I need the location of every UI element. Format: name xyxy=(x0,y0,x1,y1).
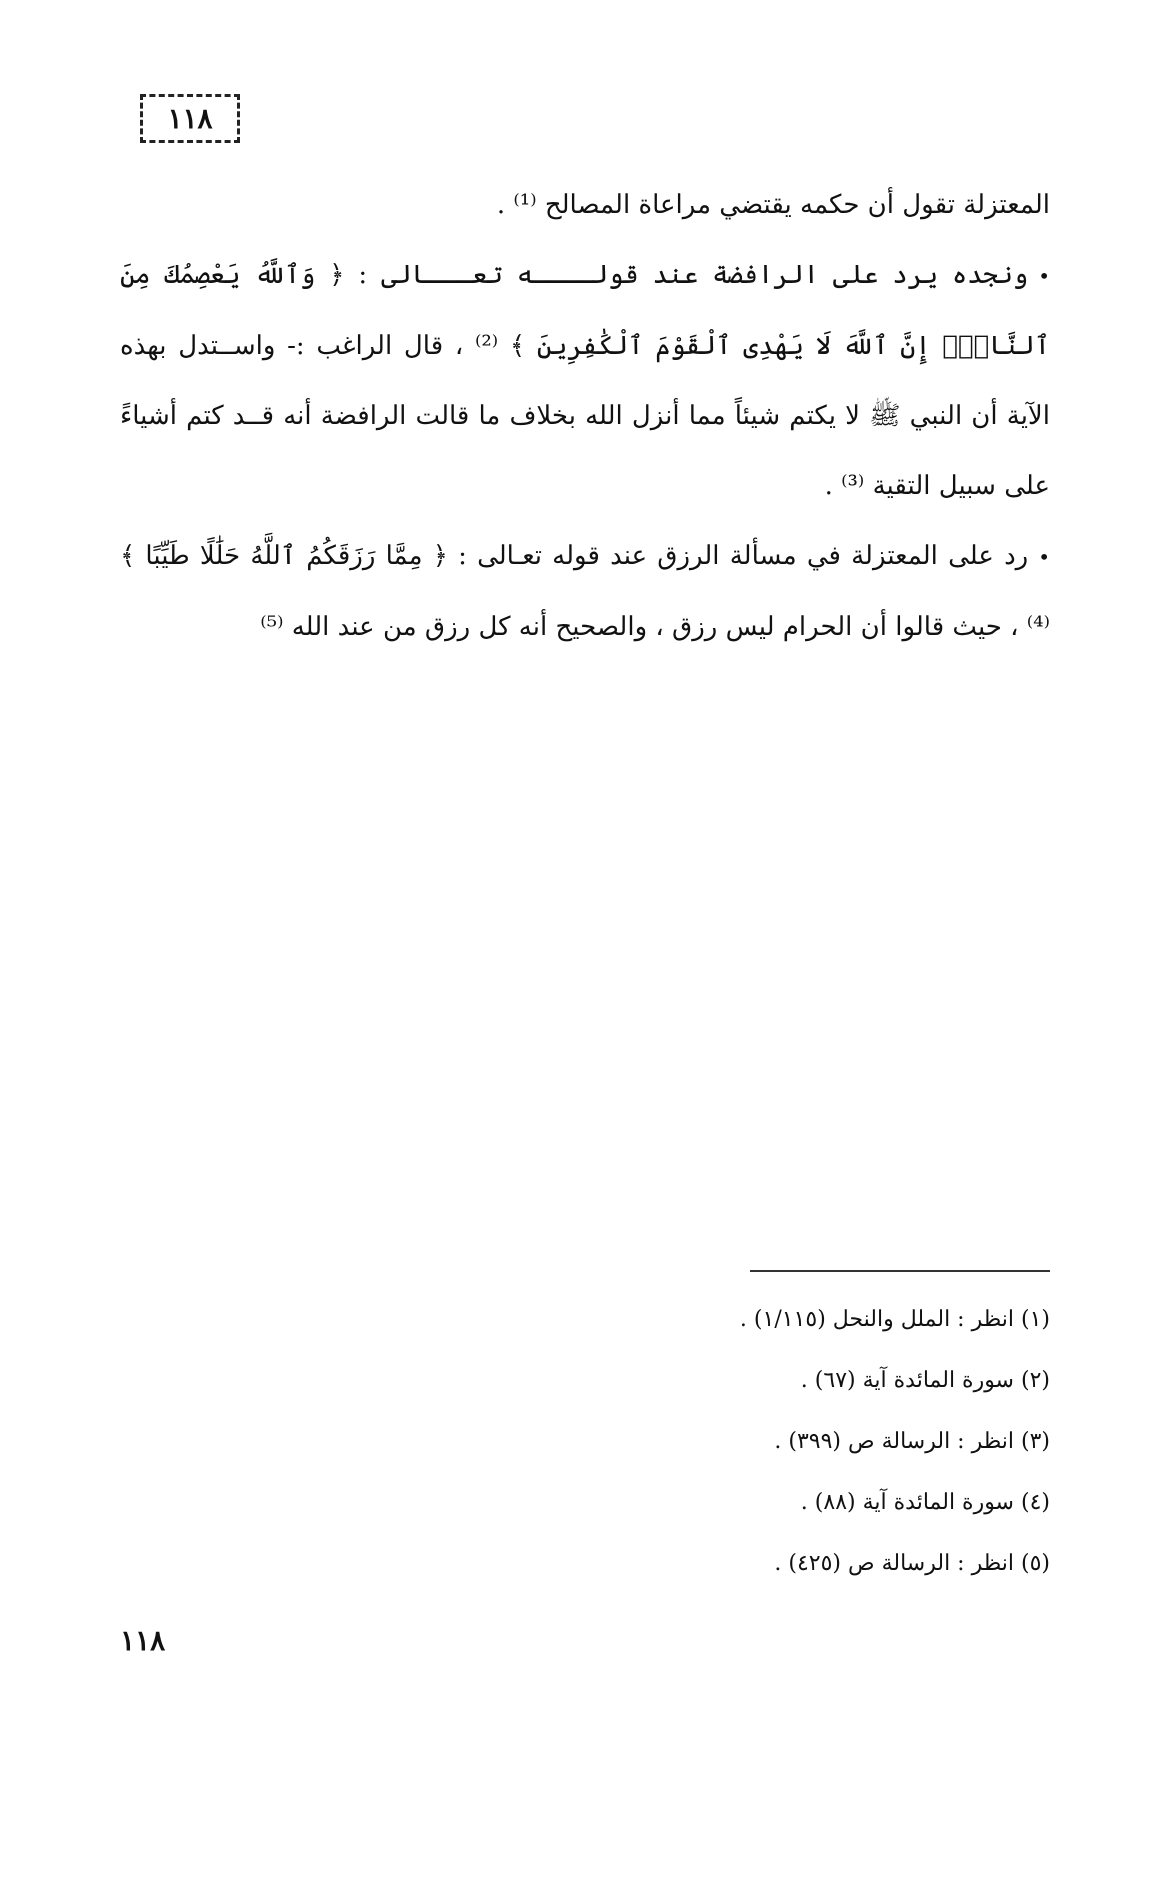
paragraph-3 xyxy=(120,521,1050,662)
footnote-2: (٢) سورة المائدة آية (٦٧) . xyxy=(800,1368,1050,1393)
paragraph-text: المعتزلة تقول أن حكمه يقتضي مراعاة المصالح ⁽¹⁾ . xyxy=(496,190,1050,220)
footnote-1: (١) انظر : الملل والنحل (١/١١٥) . xyxy=(739,1307,1050,1332)
bullet: • xyxy=(1038,545,1050,569)
footnotes xyxy=(600,1300,1050,1605)
paragraph-1 xyxy=(120,170,1050,240)
body-text xyxy=(120,170,1050,662)
page-number-bottom: ١١٨ xyxy=(120,1624,166,1657)
paragraph-2 xyxy=(120,240,1050,521)
footnote-divider xyxy=(750,1270,1050,1272)
footnote-4: (٤) سورة المائدة آية (٨٨) . xyxy=(800,1490,1050,1515)
page-number-box xyxy=(140,94,240,143)
paragraph-text: ونجده يرد على الرافضة عند قولــــه تعـــالى : ﴿ وَٱللَّهُ يَعْصِمُكَ مِنَ ٱلنَّاسِۗ إِنَّ ٱللَّهَ لَا يَهْدِى ٱلْقَوْمَ ٱلْكَٰفِرِينَ ﴾ ⁽²⁾ ، قال الراغب :- واســتدل بهذه الآية أن النبي ﷺ لا يكتم شيئاً مما أنزل الله بخلاف ما قالت الرافضة أنه قــد كتم أشياءً على سبيل التقية ⁽³⁾ . xyxy=(120,260,1051,501)
bullet: • xyxy=(1038,264,1050,288)
footnote-3: (٣) انظر : الرسالة ص (٣٩٩) . xyxy=(774,1429,1050,1454)
page-number-top: ١١٨ xyxy=(167,102,213,135)
footnote-5: (٥) انظر : الرسالة ص (٤٢٥) . xyxy=(774,1551,1050,1576)
paragraph-text: رد على المعتزلة في مسألة الرزق عند قوله تعـالى : ﴿ مِمَّا رَزَقَكُمُ ٱللَّهُ حَلَٰلًا طَيِّبًا ﴾ ⁽⁴⁾ ، حيث قالوا أن الحرام ليس رزق ، والصحيح أنه كل رزق من عند الله ⁽⁵⁾ xyxy=(120,541,1050,642)
